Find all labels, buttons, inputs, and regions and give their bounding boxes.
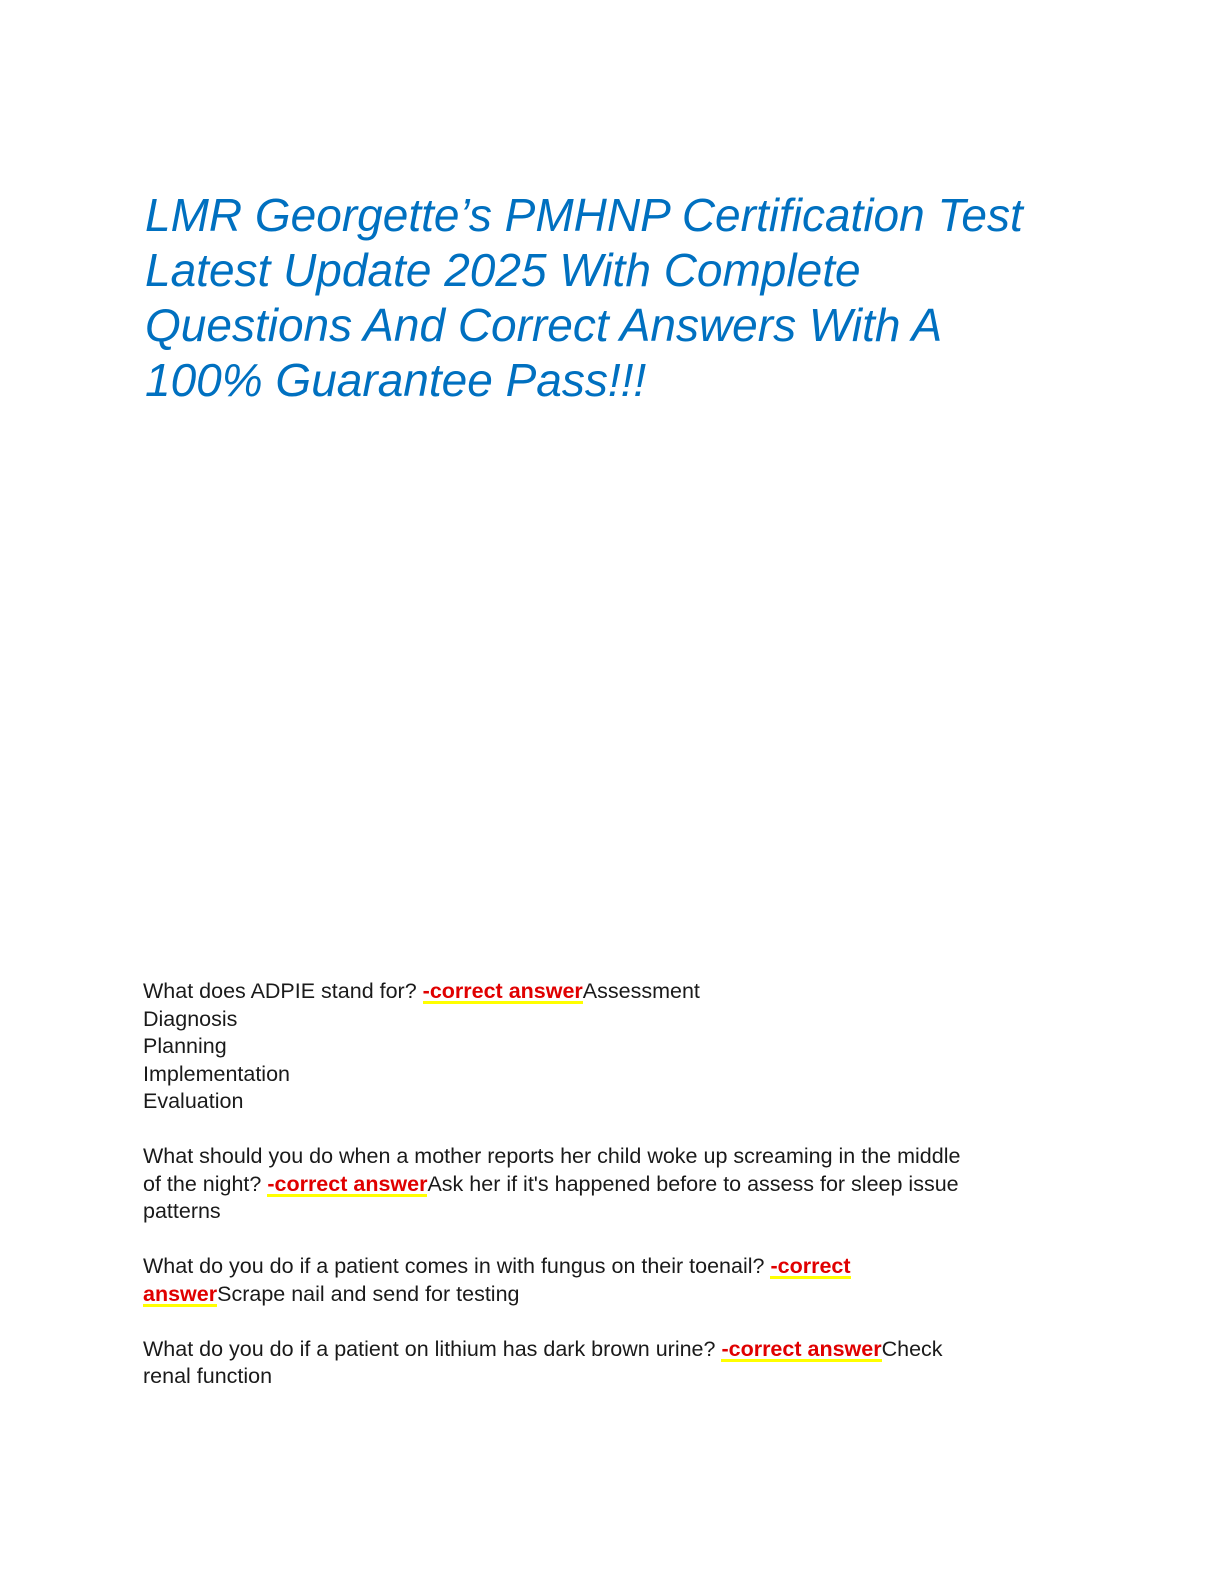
qa-item-adpie	[143, 978, 1063, 1116]
answer-text: Planning	[143, 1034, 227, 1058]
answer-text: patterns	[143, 1199, 221, 1223]
answer-text: Scrape nail and send for testing	[217, 1281, 520, 1306]
question-text: What should you do when a mother reports her child woke up screaming in the middle	[143, 1144, 961, 1168]
title-line-2: Latest Update 2025 With Complete	[145, 244, 861, 296]
document-title	[145, 188, 1105, 408]
answer-text: Implementation	[143, 1061, 290, 1086]
correct-answer-marker: -correct answer	[422, 979, 583, 1003]
answer-text: Assessment	[582, 979, 700, 1003]
question-text: of the night?	[143, 1171, 268, 1196]
qa-line	[143, 1253, 1063, 1281]
qa-item-toenail-fungus	[143, 1253, 1063, 1308]
question-text: What do you do if a patient comes in with fungus on their toenail?	[143, 1254, 771, 1278]
title-line-4: 100% Guarantee Pass!!!	[145, 354, 647, 406]
correct-answer-marker: answer	[143, 1281, 218, 1306]
answer-text: renal function	[143, 1364, 273, 1388]
question-text: What do you do if a patient on lithium has dark brown urine?	[143, 1336, 722, 1361]
answer-text: Check	[881, 1336, 943, 1361]
question-text: What does ADPIE stand for?	[143, 979, 423, 1003]
qa-line	[143, 978, 1063, 1006]
qa-line	[143, 1336, 1063, 1364]
qa-item-lithium-urine	[143, 1336, 1063, 1391]
qa-line	[143, 1281, 1063, 1309]
title-line-3: Questions And Correct Answers With A	[145, 299, 943, 351]
qa-list	[143, 978, 1063, 1418]
correct-answer-marker: -correct answer	[267, 1171, 428, 1196]
correct-answer-marker: -correct	[770, 1254, 851, 1278]
qa-item-child-screaming	[143, 1143, 1063, 1226]
qa-line	[143, 1171, 1063, 1199]
answer-text: Evaluation	[143, 1089, 244, 1113]
correct-answer-marker: -correct answer	[721, 1336, 882, 1361]
answer-text: Ask her if it's happened before to assess for sleep issue	[427, 1171, 959, 1196]
title-line-1: LMR Georgette’s PMHNP Certification Test	[145, 189, 1023, 241]
answer-text: Diagnosis	[143, 1006, 238, 1031]
